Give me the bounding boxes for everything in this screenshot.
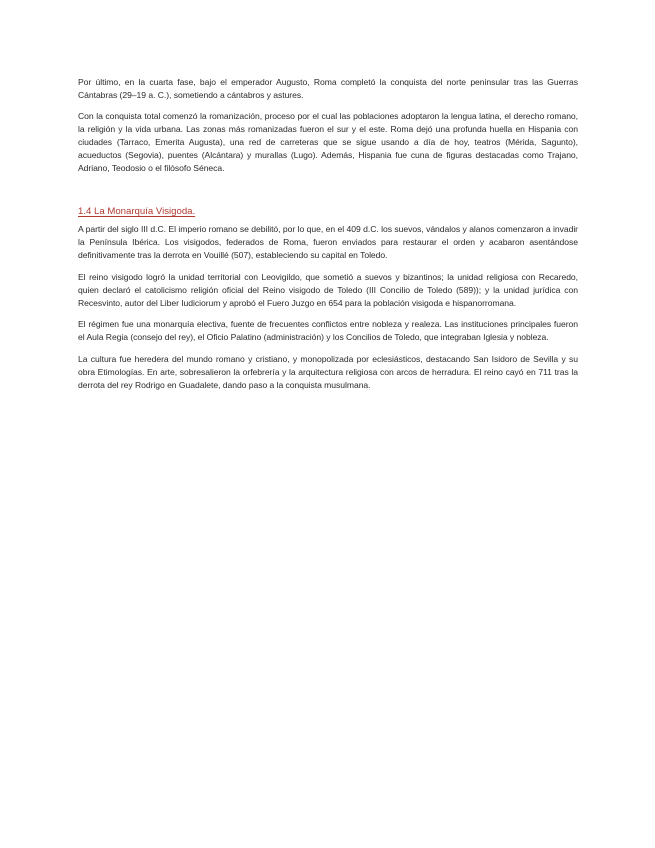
paragraph-regimen: El régimen fue una monarquía electiva, fuente de frecuentes conflictos entre nobleza y realeza. Las instituciones principales fueron el Aula Regia (consejo del rey), el Oficio Palatino (administración) y los Concilios de Toledo, que integraban Iglesia y nobleza. xyxy=(78,319,578,342)
paragraph-unidad-visigoda: El reino visigodo logró la unidad territorial con Leovigildo, que sometió a suevos y bizantinos; la unidad religiosa con Recaredo, quien declaró el catolicismo religión oficial del Reino visigodo de Toledo (III Concilio de Toledo (589)); y la unidad jurídica con Recesvinto, autor del Liber Iudiciorum y aprobó el Fuero Juzgo en 654 para la población visigoda e hispanorromana. xyxy=(78,271,578,308)
paragraph-augusto: Por último, en la cuarta fase, bajo el emperador Augusto, Roma completó la conquista del norte peninsular tras las Guerras Cántabras (29–19 a. C.), sometiendo a cántabros y astures. xyxy=(78,77,578,100)
document-page xyxy=(78,76,578,400)
paragraph-cultura: La cultura fue heredera del mundo romano y cristiano, y monopolizada por eclesiásticos, destacando San Isidoro de Sevilla y su obra Etimologías. En arte, sobresalieron la orfebrería y la arquitectura religiosa con arcos de herradura. El reino cayó en 711 tras la derrota del rey Rodrigo en Guadalete, dando paso a la conquista musulmana. xyxy=(78,353,578,390)
section-heading: 1.4 La Monarquía Visigoda. xyxy=(78,206,196,217)
paragraph-invasiones: A partir del siglo III d.C. El imperio romano se debilitó, por lo que, en el 409 d.C. los suevos, vándalos y alanos comenzaron a invadir la Península Ibérica. Los visigodos, federados de Roma, fueron enviados para restaurar el orden y acabaron asentándose definitivamente tras la derrota en Vouillé (507), estableciendo su capital en Toledo. xyxy=(78,224,578,260)
paragraph-romanizacion: Con la conquista total comenzó la romanización, proceso por el cual las poblaciones adoptaron la lengua latina, el derecho romano, la religión y la vida urbana. Las zonas más romanizadas fueron el sur y el este. Roma dejó una profunda huella en Hispania con ciudades (Tarraco, Emerita Augusta), una red de carreteras que se sigue usando a día de hoy, teatros (Mérida, Sagunto), acueductos (Segovia), puentes (Alcántara) y murallas (Lugo). Además, Hispania fue cuna de figuras destacadas como Trajano, Adriano, Teodosio o el filósofo Séneca. xyxy=(78,111,578,173)
